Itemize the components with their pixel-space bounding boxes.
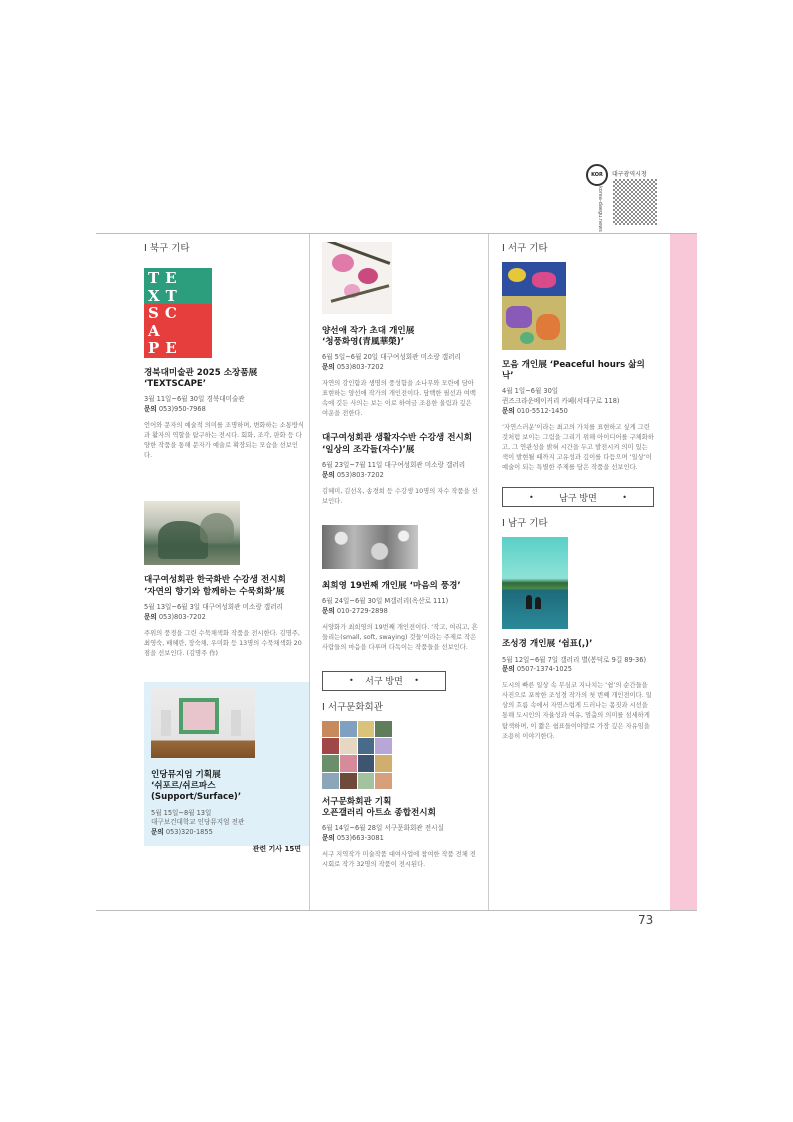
poster-letters-row: SC [148, 304, 183, 322]
contact-number: 053)803-7202 [158, 612, 206, 621]
bullet-icon: • [529, 492, 534, 502]
seaside-photo-image [502, 537, 568, 629]
event-title [322, 326, 478, 348]
event-description: 김혜미, 김선옥, 송경희 등 수강생 10명의 자수 작품을 선보인다. [322, 487, 478, 505]
event-title [322, 433, 478, 455]
event-date: 4월 1일~6월 30일 [502, 387, 559, 396]
contact-label: 문의 [151, 828, 164, 837]
kor-logo-icon: KOR [586, 164, 608, 186]
event-entry [322, 797, 478, 870]
header-logo [586, 162, 666, 234]
event-title [144, 575, 304, 597]
contact-label: 문의 [144, 612, 157, 621]
contact-number: 010-5512-1450 [516, 407, 568, 416]
event-title-line: ‘청풍화영(青風華榮)’ [322, 337, 404, 348]
event-title [144, 368, 304, 390]
poster-letters-row: PE [148, 339, 183, 357]
event-entry [502, 360, 654, 473]
column-seogu-namgu [502, 240, 654, 742]
section-heading: I 서구문화회관 [322, 701, 383, 713]
section-heading: I 서구 기타 [502, 243, 548, 254]
site-url: korea-daegu.news [597, 186, 603, 232]
column-divider [488, 234, 489, 910]
event-title-line: ‘쉬포르/쉬르파스(Support/Surface)’ [151, 781, 242, 803]
contact-number: 053)663-3081 [336, 834, 384, 842]
event-contact [322, 834, 478, 844]
pink-margin-strip [670, 234, 697, 910]
contact-number: 0507-1374-1025 [516, 665, 572, 674]
event-title-line: ‘자연의 향기와 함께하는 수묵회화’展 [144, 586, 285, 597]
event-entry-highlight [151, 688, 301, 854]
event-contact [144, 405, 304, 415]
contact-label: 문의 [322, 363, 335, 372]
contact-label: 문의 [502, 407, 515, 416]
event-date: 3월 11일~6월 30일 경북대미술관 [144, 395, 245, 404]
poster-letters-row: XT [148, 286, 183, 305]
event-contact [151, 828, 301, 838]
event-description: 서구 지역작가 미술작품 대여사업에 참여한 작품 전체 전시회로 작가 32명의 작품이 전시된다. [322, 850, 476, 868]
event-title-line: 양선애 작가 초대 개인展 [322, 326, 415, 336]
district-label: 서구 방면 [365, 677, 403, 688]
column-divider [309, 234, 310, 910]
event-title: 조성경 개인展 ‘쉼표(,)’ [502, 639, 593, 650]
event-title-line: ‘일상의 조각들(자수)’展 [322, 444, 415, 455]
district-banner-seogu [322, 671, 446, 691]
contact-label: 문의 [322, 606, 335, 615]
event-description: 주위의 풍경을 그린 수묵채색화 작품을 전시한다. 김명주, 최영숙, 배혜란, 장숙채, 우미화 등 13명의 수묵채색화 20점을 선보인다. (김명주 作) [144, 629, 302, 657]
event-title-line: 대구여성회관 생활자수반 수강생 전시회 [322, 433, 473, 444]
monochrome-texture-image [322, 525, 418, 569]
district-banner-namgu [502, 487, 654, 507]
section-heading: I 남구 기타 [502, 518, 548, 530]
event-contact [144, 613, 304, 623]
event-title-line: 오픈갤러리 아트쇼 종합전시회 [322, 807, 436, 818]
section-heading: I 북구 기타 [144, 243, 190, 254]
event-title-line: ‘TEXTSCAPE’ [144, 379, 207, 390]
event-description: 언어와 문자의 예술적 의미를 조명하며, 변화하는 소통방식과 활자의 역할을 탐구하는 전시다. 회화, 조각, 판화 등 다양한 작품을 통해 문자가 예술로 확장되는 모습을 선보인다. [144, 422, 304, 460]
event-description: ‘자연스러운’이라는 최고의 가치를 표현하고 싶게 그린 것처럼 보이는 그림을 그리기 위해 아이디어를 구체화하고, 그 연관성을 밝혀 시간을 두고 발전시켜 의미 있는 색이 발현될 때까지 고유성과 깊이를 다듬으며 ‘일상’이 예술이 되는 특별한 주제를 담은 작품을 선보인다. [502, 424, 654, 472]
contact-label: 문의 [502, 665, 515, 674]
bullet-icon: • [414, 676, 419, 686]
contact-number: 053)950-7968 [158, 405, 206, 414]
event-title: 모음 개인展 ‘Peaceful hours 삶의 낙’ [502, 360, 645, 382]
event-date: 6월 23일~7월 11일 대구여성회관 미소랑 갤러리 [322, 460, 466, 469]
event-contact [322, 363, 478, 373]
event-place: 대구보건대학교 인당뮤지엄 전관 [151, 818, 245, 827]
event-title [151, 770, 301, 804]
event-title-line: 서구문화회관 기획 [322, 796, 392, 807]
column-bukgu [144, 240, 304, 659]
frame-top-rule [96, 233, 697, 234]
photo-collage-image [322, 721, 392, 789]
event-contact [502, 665, 654, 675]
event-title: 최희영 19번째 개인展 ‘마음의 풍경’ [322, 580, 461, 591]
event-title-line: 경북대미술관 2025 소장품展 [144, 368, 258, 378]
event-place: 퀸즈크라운베이커리 카페(서대구로 118) [502, 397, 620, 406]
event-date: 6월 24일~6월 30일 M갤러리(옥산로 111) [322, 596, 449, 605]
contact-number: 053)803-7202 [336, 470, 384, 479]
event-description: 서양화가 최희영의 19번째 개인전이다. ‘작고, 여리고, 흔들리는(small, soft, swaying) 것들’이라는 주제로 작은 사람들의 마음을 다루며 다독이는 작품들을 선보인다. [322, 623, 478, 651]
contact-label: 문의 [322, 834, 335, 842]
event-contact [502, 407, 654, 417]
event-date: 6월 5일~6월 20일 대구여성회관 미소랑 갤러리 [322, 353, 461, 362]
poster-letters-row: A [148, 321, 166, 340]
ink-landscape-image [144, 501, 240, 565]
city-name: 대구광역시청 [612, 171, 647, 178]
event-entry [322, 326, 478, 419]
event-date: 5월 12일~6월 7일 갤러리 별(봉덕로 9길 89-36) [502, 655, 647, 664]
contact-label: 문의 [322, 470, 335, 479]
poster-letters-row: TE [148, 269, 183, 287]
contact-number: 053)803-7202 [336, 363, 384, 372]
contact-number: 053)320-1855 [165, 828, 213, 837]
qr-code-icon[interactable] [613, 179, 657, 225]
event-date: 5월 13일~6월 3일 대구여성회관 미소랑 갤러리 [144, 602, 283, 611]
event-contact [322, 607, 478, 617]
event-entry [322, 433, 478, 506]
event-description: 자연의 강인함과 생명의 풍성함을 소나무와 모란에 담아 표현하는 양선애 작가의 개인전이다. 담백한 필선과 여백 속에 깃든 사의는 보는 이로 하여금 조용한 울림과 깊은 여운을 전한다. [322, 380, 476, 418]
event-date: 5월 15일~8월 13일 [151, 808, 212, 817]
bullet-icon: • [349, 676, 354, 686]
frame-bottom-rule [96, 910, 697, 911]
gallery-wall-image [151, 688, 255, 758]
flower-painting-image [322, 242, 392, 314]
textscape-poster [144, 268, 212, 358]
contact-number: 010-2729-2898 [336, 606, 388, 615]
contact-label: 문의 [144, 405, 157, 414]
bullet-icon: • [622, 492, 627, 502]
event-description: 도시의 빠른 일상 속 무심코 지나치는 ‘쉼’의 순간들을 사진으로 포착한 조성경 작가의 첫 번째 개인전이다. 일상의 흐름 속에서 자연스럽게 드러나는 몸짓과 시선을 통해 도시인의 자율성과 여유, 멈춤의 의미를 섬세하게 탐색하며, 이 짧은 쉼표들이야말로 가장 깊은 자유임을 조용히 이야기한다. [502, 682, 652, 740]
peaceful-hours-painting [502, 262, 566, 350]
event-entry [502, 639, 654, 741]
event-entry [144, 368, 304, 461]
event-entry [144, 575, 304, 658]
event-contact [322, 471, 478, 481]
page-number: 73 [638, 913, 654, 927]
related-article-link[interactable]: 관련 기사 15면 [252, 845, 301, 854]
event-title-line: 대구여성회관 한국화반 수강생 전시회 [144, 575, 286, 586]
event-title [322, 797, 478, 819]
event-entry [322, 581, 478, 653]
column-middle [322, 242, 478, 870]
event-date: 6월 14일~6월 28일 서구문화회관 전시실 [322, 824, 444, 833]
district-label: 남구 방면 [559, 493, 597, 504]
event-title-line: 인당뮤지엄 기획展 [151, 770, 221, 780]
